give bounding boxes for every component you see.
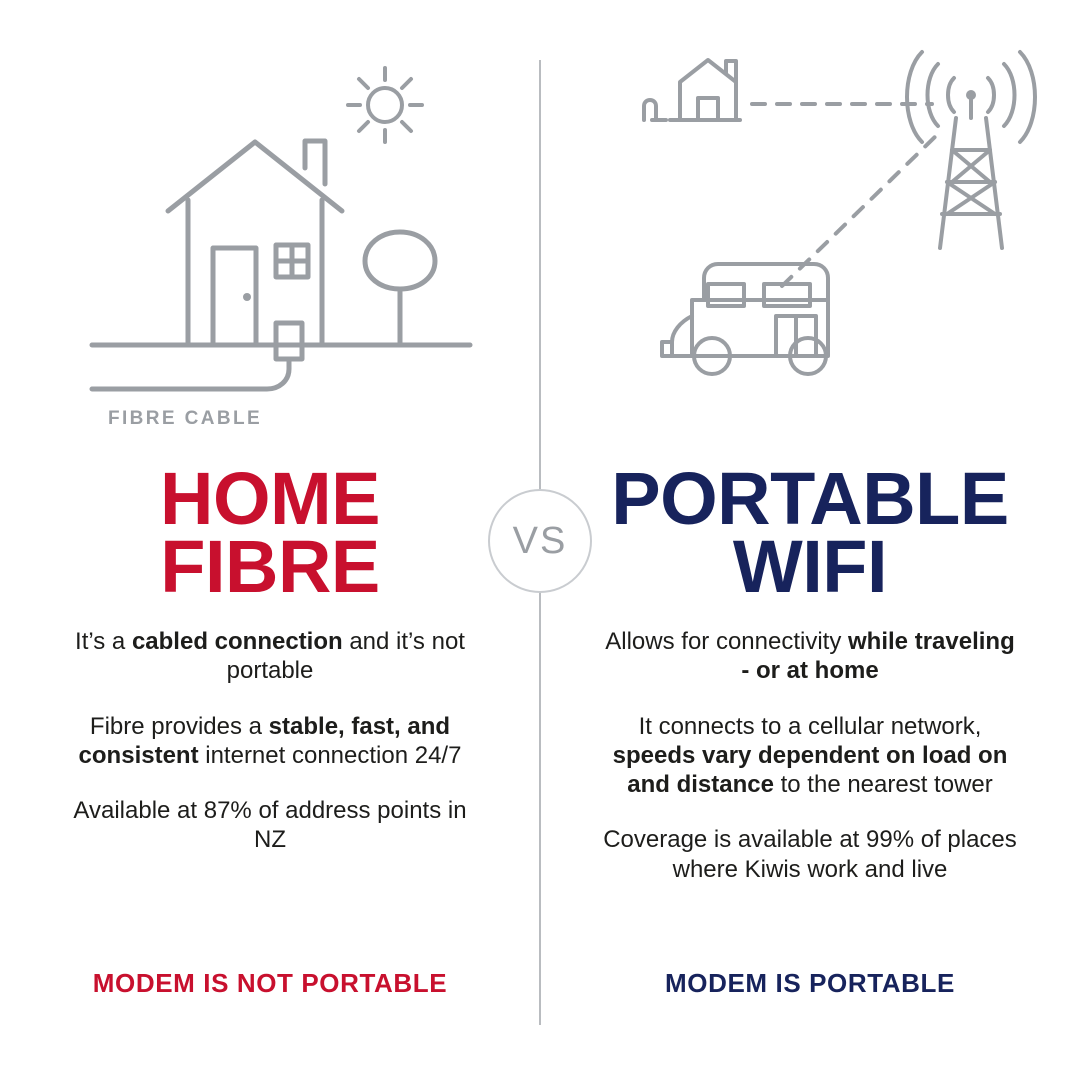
body-text-emphasis: cabled connection [131,628,343,656]
cell-tower-icon [907,52,1035,248]
body-text-run: Coverage is available at 99% of places where Kiwis work and live [603,826,1017,883]
campervan-icon [662,264,828,374]
house-icon [168,141,342,345]
headline-line-1: PORTABLE [611,457,1009,540]
headline-home-fibre [0,457,540,609]
body-text-run: Fibre provides a [89,712,269,740]
body-text-run: to the nearest tower [773,771,993,799]
headline-line-2: WIFI [732,525,888,609]
body-text-run: and it’s not portable [226,628,465,685]
body-paragraph [60,712,480,771]
vs-badge [488,489,592,593]
house-icon [644,60,740,120]
footer-note-home-fibre: MODEM IS NOT PORTABLE [92,968,448,998]
modem-box-icon [276,323,302,359]
headline-line-2: FIBRE [160,525,380,609]
body-text-emphasis: while traveling - or at home [741,628,1015,685]
body-text-run: internet connection 24/7 [198,741,462,769]
body-text-emphasis: speeds vary dependent on load on and distance [612,741,1008,799]
body-paragraph [600,825,1020,884]
body-text-run: Allows for connectivity [605,628,849,656]
fibre-cable-label: FIBRE CABLE [108,408,263,429]
home-fibre-illustration [0,0,540,440]
portable-wifi-icon-group [540,0,1080,440]
body-paragraph [600,712,1020,800]
body-text-home-fibre [60,627,480,855]
headline-portable-wifi [540,457,1080,609]
body-paragraph [600,627,1020,686]
footer-note-portable-wifi: MODEM IS PORTABLE [665,968,955,998]
home-fibre-icon-group [0,0,540,440]
divider-line-bottom [539,585,541,1025]
signal-waves-icon [907,52,1035,142]
body-text-run: It connects to a cellular network, [638,712,982,740]
vs-label: VS [512,519,568,562]
divider-line-top [539,60,541,495]
portable-wifi-illustration [540,0,1080,440]
body-text-run: It’s a [75,628,132,656]
headline-line-1: HOME [160,457,380,540]
column-portable-wifi [540,0,1080,1080]
body-text-emphasis: stable, fast, and consistent [78,712,451,769]
body-text-portable-wifi [600,627,1020,884]
body-paragraph [60,627,480,686]
sun-icon [348,68,422,142]
body-paragraph [60,796,480,855]
body-text-run: Available at 87% of address points in NZ [73,797,467,854]
fibre-cable-icon [92,359,289,389]
tree-icon [365,232,435,343]
